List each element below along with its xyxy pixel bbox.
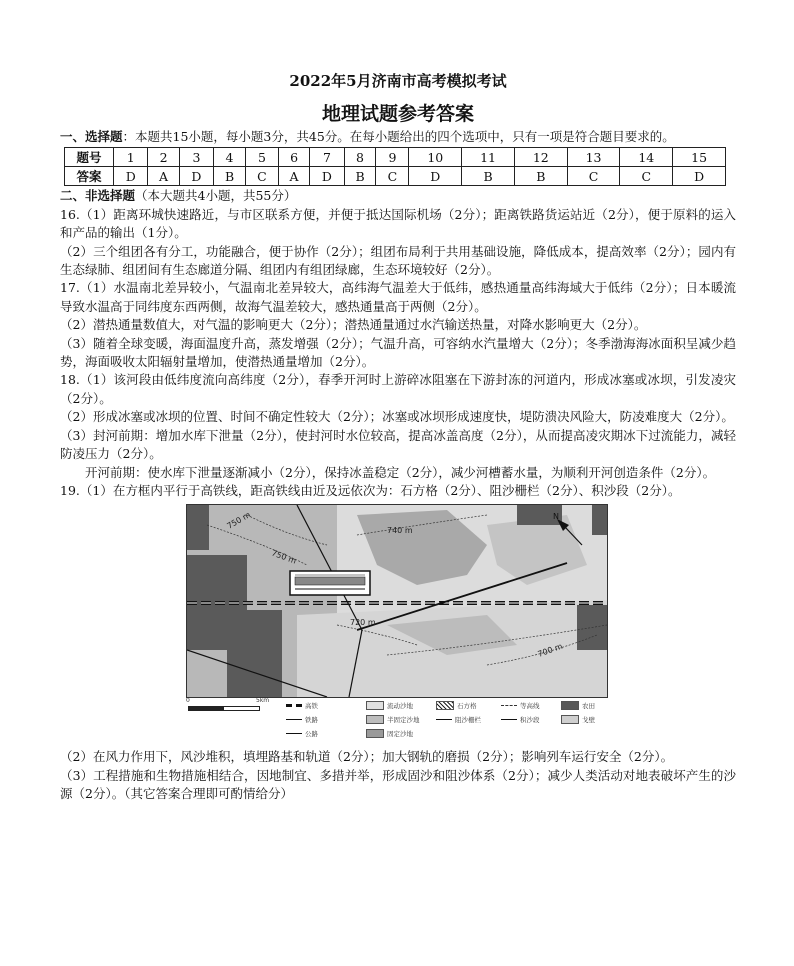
legend-label: 阻沙栅栏 bbox=[455, 716, 481, 725]
q-number: 15 bbox=[673, 148, 726, 167]
legend-label: 农田 bbox=[582, 702, 595, 711]
q-number: 9 bbox=[376, 148, 409, 167]
q-answer: B bbox=[214, 167, 246, 186]
legend-item-farmland bbox=[561, 701, 595, 710]
q-answer: D bbox=[179, 167, 213, 186]
answer-paragraph: （3）随着全球变暖，海面温度升高，蒸发增强（2分）；气温升高，可容纳水汽量增大（2分）；冬季渤海海冰面积呈减少趋势，海面吸收太阳辐射量增加，使潜热通量增加（2分）。 bbox=[60, 335, 736, 370]
legend-label: 等高线 bbox=[520, 702, 540, 711]
q-answer: D bbox=[310, 167, 344, 186]
answer-paragraph: （3）封河前期：增加水库下泄量（2分），使封河时水位较高，提高冰盖高度（2分），从而提高凌灾期冰下过流能力，减轻防凌压力（2分）。 bbox=[60, 427, 736, 462]
scale-end: 5km bbox=[256, 697, 270, 705]
legend-item-high-speed-rail bbox=[286, 701, 318, 710]
answer-paragraph: （3）工程措施和生物措施相结合，因地制宜、多措并举，形成固沙和阻沙体系（2分）；减少人类活动对地表破坏产生的沙源（2分）。（其它答案合理即可酌情给分） bbox=[60, 767, 736, 802]
legend-item-semi-fixed-sand bbox=[366, 715, 420, 724]
q-number: 14 bbox=[620, 148, 673, 167]
contour-label: 700 m bbox=[536, 641, 564, 660]
legend-label: 戈壁 bbox=[582, 716, 595, 725]
row-label-answer: 答案 bbox=[65, 167, 114, 186]
scale-start: 0 bbox=[186, 697, 190, 705]
q-answer: C bbox=[567, 167, 620, 186]
q-answer: C bbox=[245, 167, 278, 186]
legend-label: 公路 bbox=[305, 730, 318, 739]
q-answer: C bbox=[376, 167, 409, 186]
answer-paragraph: （2）在风力作用下，风沙堆积，填埋路基和轨道（2分）；加大钢轨的磨损（2分）；影响列车运行安全（2分）。 bbox=[60, 749, 674, 765]
answer-paragraph: 17.（1）水温南北差异较小，气温南北差异较大，高纬海气温差大于低纬，感热通量高纬海域大于低纬（2分）；日本暖流导致水温高于同纬度东西两侧，故海气温差较大，感热通量高于两侧（2分）。 bbox=[60, 280, 736, 314]
q-number: 7 bbox=[310, 148, 344, 167]
contour-label: 720 m bbox=[350, 618, 376, 628]
answer-table bbox=[64, 147, 726, 186]
section2-heading: 二、非选择题 bbox=[60, 188, 136, 204]
legend-label: 半固定沙地 bbox=[387, 716, 420, 725]
answer-paragraph: 19.（1）在方框内平行于高铁线，距高铁线由近及远依次为：石方格（2分）、阻沙栅栏（2分）、积沙段（2分）。 bbox=[60, 482, 681, 498]
answer-paragraph-indented: 开河前期：使水库下泄量逐渐减小（2分），保持冰盖稳定（2分），减少河槽蓄水量，为顺利开河创造条件（2分）。 bbox=[85, 464, 716, 480]
legend-label: 流动沙地 bbox=[387, 702, 413, 711]
exam-title: 2022年5月济南市高考模拟考试 bbox=[289, 72, 507, 90]
legend-item-contour bbox=[501, 701, 540, 710]
scale-bar bbox=[186, 697, 270, 716]
section1-heading: 一、选择题 bbox=[60, 129, 123, 144]
q-number: 5 bbox=[245, 148, 278, 167]
legend-label: 石方格 bbox=[457, 702, 477, 711]
legend-label: 积沙段 bbox=[520, 716, 540, 725]
north-label: N bbox=[553, 512, 559, 522]
map-legend bbox=[186, 698, 606, 748]
q-number: 10 bbox=[409, 148, 462, 167]
legend-label: 高铁 bbox=[305, 702, 318, 711]
q-number: 11 bbox=[462, 148, 515, 167]
answer-paragraph: （2）潜热通量数值大，对气温的影响更大（2分）；潜热通量通过水汽输送热量，对降水影响更大（2分）。 bbox=[60, 317, 647, 333]
legend-item-road bbox=[286, 729, 318, 738]
q-answer: C bbox=[620, 167, 673, 186]
q-answer: D bbox=[114, 167, 148, 186]
q-answer: A bbox=[148, 167, 179, 186]
q-answer: D bbox=[673, 167, 726, 186]
q-number: 3 bbox=[179, 148, 213, 167]
q-number: 4 bbox=[214, 148, 246, 167]
q-number: 2 bbox=[148, 148, 179, 167]
q-answer: A bbox=[278, 167, 309, 186]
answer-paragraph: 16.（1）距离环城快速路近，与市区联系方便，并便于抵达国际机场（2分）；距离铁路货运站近（2分），便于原料的运入和产品的输出（1分）。 bbox=[60, 206, 736, 241]
q-number: 12 bbox=[514, 148, 567, 167]
q-answer: B bbox=[344, 167, 376, 186]
legend-item-railway bbox=[286, 715, 318, 724]
answer-table-number-row bbox=[65, 148, 726, 167]
legend-item-fixed-sand bbox=[366, 729, 413, 738]
section2-intro bbox=[60, 187, 736, 205]
desert-railway-map bbox=[186, 504, 608, 698]
row-label-number: 题号 bbox=[65, 148, 114, 167]
section2-intro-text: （本大题共4小题，共55分） bbox=[135, 188, 297, 204]
legend-label: 固定沙地 bbox=[387, 730, 413, 739]
legend-item-sand-accum bbox=[501, 715, 540, 724]
q-answer: D bbox=[409, 167, 462, 186]
legend-item-mobile-sand bbox=[366, 701, 413, 710]
contour-label: 750 m bbox=[270, 548, 298, 566]
section1-intro-text: 本题共15小题，每小题3分，共45分。在每小题给出的四个选项中，只有一项是符合题目要求的。 bbox=[135, 129, 675, 144]
answer-paragraph: （2）形成冰塞或冰坝的位置、时间不确定性较大（2分）；冰塞或冰坝形成速度快，堤防溃决风险大，防凌难度大（2分）。 bbox=[60, 409, 734, 425]
legend-label: 铁路 bbox=[305, 716, 318, 725]
q-number: 6 bbox=[278, 148, 309, 167]
q-answer: B bbox=[514, 167, 567, 186]
desert-railway-map-figure bbox=[186, 504, 606, 748]
q-number: 1 bbox=[114, 148, 148, 167]
q-number: 8 bbox=[344, 148, 376, 167]
legend-item-gobi bbox=[561, 715, 595, 724]
answer-table-answer-row bbox=[65, 167, 726, 186]
answer-sheet bbox=[60, 70, 736, 804]
contour-label: 750 m bbox=[225, 510, 253, 532]
legend-item-sand-fence bbox=[436, 715, 481, 724]
answer-paragraph: 18.（1）该河段由低纬度流向高纬度（2分），春季开河时上游碎冰阻塞在下游封冻的河道内，形成冰塞或冰坝，引发凌灾（2分）。 bbox=[60, 372, 736, 406]
q-number: 13 bbox=[567, 148, 620, 167]
answer-paragraph: （2）三个组团各有分工，功能融合，便于协作（2分）；组团布局利于共用基础设施，降低成本，提高效率（2分）；园内有生态绿肺、组团间有生态廊道分隔、组团内有组团绿廊，生态环境较好（2分）。 bbox=[60, 243, 736, 278]
q-answer: B bbox=[462, 167, 515, 186]
section1-intro: 一、选择题：本题共15小题，每小题3分，共45分。在每小题给出的四个选项中，只有一项是符合题目要求的。 bbox=[60, 129, 675, 144]
contour-label: 740 m bbox=[387, 526, 413, 536]
doc-title: 地理试题参考答案 bbox=[321, 103, 474, 125]
legend-item-stone-grid bbox=[436, 701, 477, 710]
